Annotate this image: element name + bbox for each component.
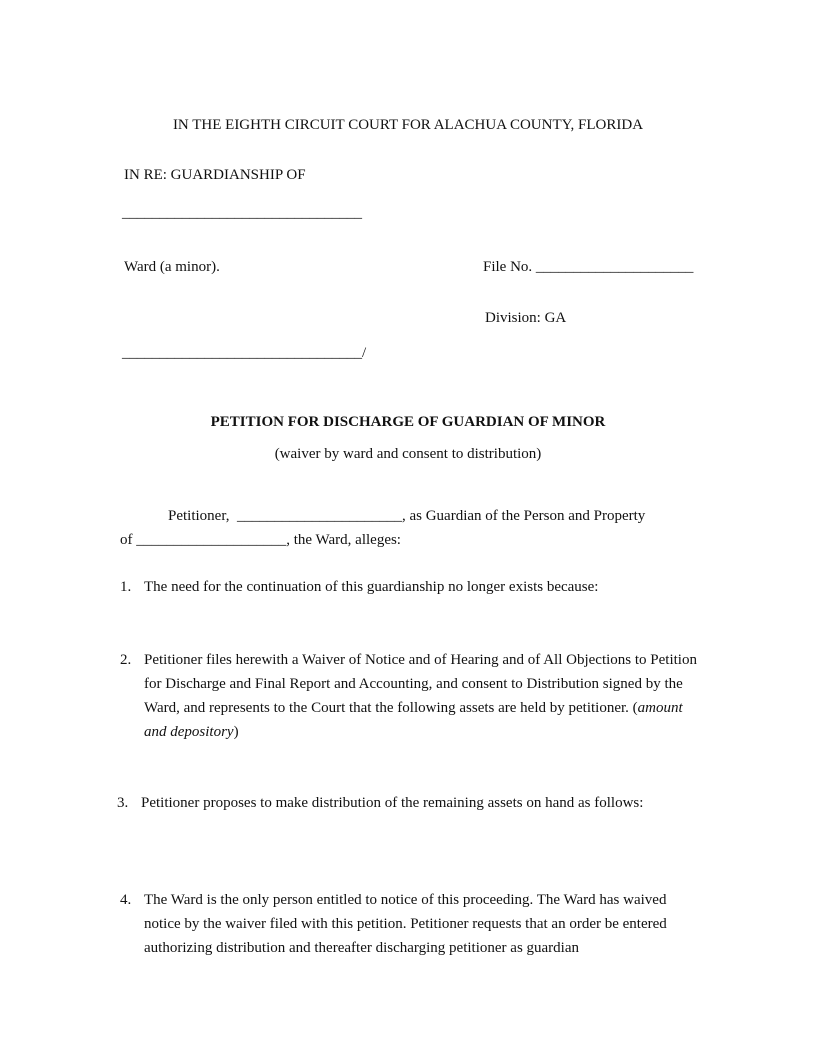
petitioner-name-blank: ______________________	[236, 508, 402, 524]
allegation-2	[120, 648, 700, 744]
allegation-3	[117, 791, 697, 815]
ward-name-blank: ________________________________	[122, 205, 362, 221]
ward-blank: ____________________	[136, 532, 287, 548]
division-label: Division: GA	[485, 310, 567, 326]
intro-petitioner-label: Petitioner,	[168, 508, 230, 524]
allegation-text: Petitioner proposes to make distribution of the remaining assets on hand as follows:	[141, 795, 644, 811]
intro-alleges-text: , the Ward, alleges:	[286, 532, 401, 548]
allegation-4	[120, 888, 700, 960]
allegation-text: Petitioner files herewith a Waiver of Notice and of Hearing and of All Objections to Petition for Discharge and Final Report and Accounting, and consent to Distribution signed by the Ward, and represents to the Court that the following assets are held by petitioner. (amount and depository)	[144, 652, 697, 740]
in-re-caption: IN RE: GUARDIANSHIP OF	[124, 167, 306, 183]
intro-line-1	[168, 507, 645, 525]
caption-end-line: ________________________________/	[122, 345, 367, 361]
allegation-text: The need for the continuation of this guardianship no longer exists because:	[144, 579, 599, 595]
document-subtitle: (waiver by ward and consent to distribution)	[274, 446, 542, 462]
intro-of-label: of	[120, 532, 133, 548]
intro-guardian-text: , as Guardian of the Person and Property	[401, 508, 646, 524]
document-title: PETITION FOR DISCHARGE OF GUARDIAN OF MINOR	[210, 414, 606, 430]
allegation-number: 2.	[120, 652, 132, 668]
allegation-1	[120, 575, 700, 599]
allegation-number: 4.	[120, 892, 132, 908]
allegation-text: The Ward is the only person entitled to notice of this proceeding. The Ward has waived notice by the waiver filed with this petition. Petitioner requests that an order be entered authorizing distribution and thereafter discharging petitioner as guardian	[144, 892, 667, 956]
court-heading: IN THE EIGHTH CIRCUIT COURT FOR ALACHUA COUNTY, FLORIDA	[172, 117, 644, 133]
file-number-field: File No. _____________________	[483, 259, 694, 275]
allegation-emphasis: amount and depository	[144, 700, 683, 740]
allegation-number: 1.	[120, 579, 132, 595]
allegation-number: 3.	[117, 795, 129, 811]
intro-line-2	[120, 531, 401, 549]
ward-label: Ward (a minor).	[124, 259, 220, 275]
